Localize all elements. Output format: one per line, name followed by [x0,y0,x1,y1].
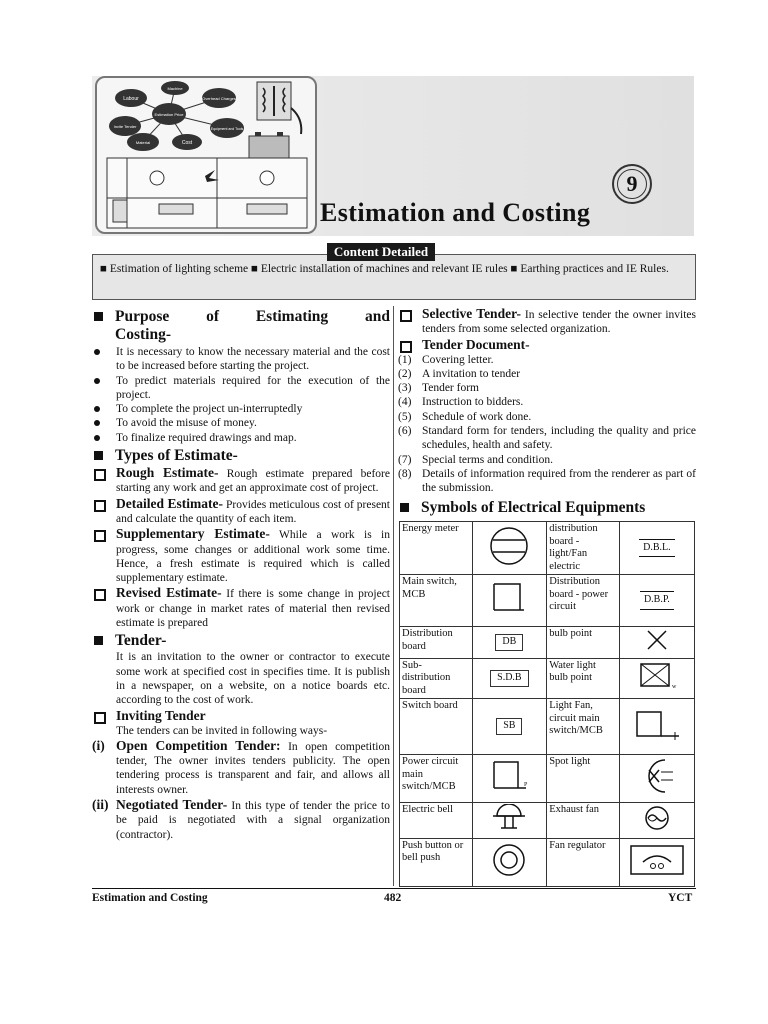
table-row: Distribution board DB bulb point [400,627,695,659]
node-overhead: Overhead Charges [202,96,236,101]
revised-estimate [92,586,390,630]
hollow-square-icon [94,500,106,512]
left-column [92,306,390,842]
svg-text:P: P [524,782,528,789]
rough-estimate [92,466,390,496]
node-cost: Cost [181,140,193,146]
right-column [398,306,696,517]
light-fan-switch-icon [619,699,694,755]
hollow-square-icon [94,530,106,542]
water-light-bulb-icon [619,658,694,699]
table-row: Push button or bell push Fan regulator [400,838,695,886]
footer-publisher: YCT [668,892,693,904]
purpose-heading [92,308,390,344]
tender-heading: Tender- [92,632,390,650]
rough-estimate-text: Rough estimate prepared before starting any work and get an approximate cost of project. [116,468,390,495]
list-item: To finalize required drawings and map. [92,431,390,445]
detailed-estimate-text: Provides meticulous cost of present and calculate the quantity of each item. [116,498,391,525]
content-detailed-items: ■ Estimation of lighting scheme ■ Electric installation of machines and relevant IE rules ■ Earthing practices and IE Rules. [100,263,669,275]
tender-document-list [398,353,696,496]
detailed-estimate [92,497,390,527]
power-switch-icon [472,755,547,803]
column-divider [393,306,394,886]
negotiated-tender-text: In this type of tender the price to be paid is negotiated with a signal organization (contractor). [116,800,390,841]
revised-estimate-title: Revised Estimate- [116,585,222,601]
node-labour: Labour [123,96,139,102]
footer-chapter-name: Estimation and Costing [92,892,208,904]
inviting-tender-text: The tenders can be invited in following ways- [116,724,328,737]
list-item: To avoid the misuse of money. [92,416,390,430]
list-item: (6) Standard form for tenders, including the quality and price schedules, health and safety. [398,425,696,452]
detailed-estimate-title: Detailed Estimate- [116,495,223,511]
supplementary-estimate-text: While a work is in progress, some changes or additional work some time. Hence, a fresh estimate is required which is called supplementary estimate. [116,529,390,585]
symbols-table [399,521,695,887]
dbl-icon: D.B.L. [619,522,694,575]
svg-text:w: w [671,684,677,690]
main-switch-icon [472,575,547,627]
bulb-point-icon [619,627,694,659]
node-invite: Invite Tender [113,124,137,129]
open-tender-text: In open competition tender, The owner invites tenders publicity. The open tendering process is transparent and fair, and allows all interests owner. [116,740,391,796]
tender-document-heading: Tender Document- [398,338,696,353]
selective-tender-text: In selective tender the owner invites tenders from some selected organization. [422,309,697,336]
sdb-icon: S.D.B [472,658,547,699]
list-item: (4) Instruction to bidders. [398,396,524,409]
table-row: Sub-distribution board S.D.B Water light bulb point w [400,658,695,699]
energy-meter-icon [472,522,547,575]
exhaust-fan-icon [619,803,694,839]
types-heading: Types of Estimate- [92,447,390,465]
push-button-icon [472,838,547,886]
list-item: (8) Details of information required from the renderer as part of the submission. [398,467,696,495]
node-estimation: Estimation Price [154,112,184,117]
inviting-tender-title: Inviting Tender [116,707,206,723]
revised-estimate-text: If there is some change in project work or change in market rates of material then revised estimate is prepared [116,588,390,630]
table-row: Switch board SB Light Fan, circuit main switch/MCB [400,699,695,755]
table-row: Energy meter distribution board - light/Fan electric D.B.L. [400,522,695,575]
negotiated-tender-title: Negotiated Tender- [116,797,228,813]
footer-divider [92,888,696,889]
hollow-square-icon [94,712,106,724]
list-item: It is necessary to know the necessary material and the cost to be increased before starting the project. [92,345,390,374]
content-detailed-title: Content Detailed [327,243,435,261]
selective-tender-title: Selective Tender- [422,306,522,321]
chapter-number: 9 [626,171,638,196]
chapter-illustration [95,76,317,234]
tender-text: It is an invitation to the owner or contractor to execute some work at specified cost in specifies time. It is publish in a newspaper, on a website, on a notice boards etc. according to the cost of work. [116,651,390,707]
square-bullet-icon [94,312,103,321]
inviting-tender [92,709,390,724]
list-item: (7) Special terms and condition. [398,453,553,466]
electric-bell-icon [472,803,547,839]
negotiated-tender: (ii) Negotiated Tender- In this type of tender the price to be paid is negotiated with a signal organization (contractor). [92,797,390,841]
purpose-heading-line1: Purpose of Estimating and [115,308,390,325]
square-bullet-icon [400,503,409,512]
supplementary-estimate-title: Supplementary Estimate- [116,526,270,542]
table-row: Power circuit main switch/MCB P Spot light [400,755,695,803]
node-material: Material [135,140,151,145]
sb-icon: SB [472,699,547,755]
hollow-square-icon [94,469,106,481]
list-item: To complete the project un-interruptedly [92,402,390,416]
purpose-list [92,345,390,445]
list-item: (2) A invitation to tender [398,367,521,380]
square-bullet-icon [94,451,103,460]
dbp-icon: D.B.P. [619,575,694,627]
square-bullet-icon [94,636,103,645]
purpose-heading-line2: Costing- [115,326,171,343]
list-item: To predict materials required for the execution of the project. [92,374,390,403]
open-competition-tender: (i) Open Competition Tender: In open competition tender, The owner invites tenders publicity. The open tendering process is transparent and fair, and allows all interests owner. [92,737,391,796]
supplementary-estimate [92,527,390,585]
node-machine: Machine [167,86,183,91]
rough-estimate-title: Rough Estimate- [116,465,219,481]
chapter-title: Estimation and Costing [320,198,591,227]
hollow-square-icon [400,310,412,322]
cost-diagram-illustration [97,78,315,232]
open-tender-title: Open Competition Tender: [116,737,281,753]
hollow-square-icon [94,589,106,601]
node-equipment: Equipment and Tools [210,127,244,131]
page-number: 482 [384,892,402,904]
list-item: (1) Covering letter. [398,353,494,366]
symbols-heading: Symbols of Electrical Equipments [398,499,696,517]
table-row: Main switch, MCB Distribution board - power circuit D.B.P. [400,575,695,627]
chapter-number-badge [612,164,652,204]
list-item: (3) Tender form [398,382,479,395]
spot-light-icon [619,755,694,803]
db-icon: DB [472,627,547,659]
selective-tender [398,307,696,337]
list-item: (5) Schedule of work done. [398,410,532,423]
fan-regulator-icon [619,838,694,886]
hollow-square-icon [400,341,412,353]
table-row: Electric bell Exhaust fan [400,803,695,839]
